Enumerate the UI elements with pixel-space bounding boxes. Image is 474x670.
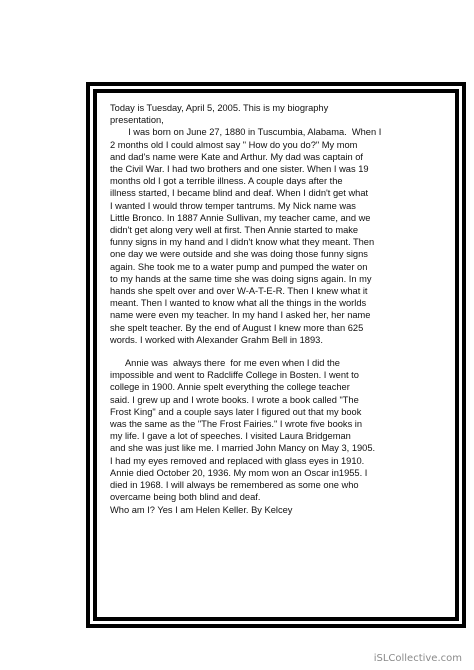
- text-line: hands she spelt over and over W-A-T-E-R. Then I knew what it: [110, 286, 368, 297]
- text-line: illness started, I became blind and deaf. When I didn't get what: [110, 188, 369, 199]
- text-line: the Civil War. I had two brothers and one sister. When I was 19: [110, 164, 369, 175]
- text-line: impossible and went to Radcliffe College in Bosten. I went to: [110, 370, 359, 381]
- text-line: Annie was always there for me even when I did the: [110, 358, 340, 369]
- text-line: Annie died October 20, 1936. My mom won an Oscar in1955. I: [110, 467, 368, 478]
- text-line: I had my eyes removed and replaced with glass eyes in 1910.: [110, 455, 365, 466]
- text-line: and dad's name were Kate and Arthur. My dad was captain of: [110, 151, 363, 162]
- biography-text: [110, 102, 440, 516]
- text-line: I was born on June 27, 1880 in Tuscumbia, Alabama. When I: [110, 127, 382, 138]
- text-line: and she was just like me. I married John Mancy on May 3, 1905.: [110, 443, 376, 454]
- text-line: college in 1900. Annie spelt everything the college teacher: [110, 382, 350, 393]
- text-line: said. I grew up and I wrote books. I wrote a book called "The: [110, 394, 359, 405]
- text-line: name were even my teacher. In my hand I asked her, her name: [110, 310, 371, 321]
- text-line: she spelt teacher. By the end of August I knew more than 625: [110, 322, 364, 333]
- document-frame: [86, 82, 466, 628]
- text-line: overcame being both blind and deaf.: [110, 492, 261, 503]
- text-line: one day we were outside and she was doing those funny signs: [110, 249, 368, 260]
- paragraph-1: [110, 102, 440, 346]
- text-line: months old I got a terrible illness. A couple days after the: [110, 176, 343, 187]
- text-line: again. She took me to a water pump and pumped the water on: [110, 261, 368, 272]
- text-line: my life. I gave a lot of speeches. I visited Laura Bridgeman: [110, 431, 351, 442]
- text-line: Today is Tuesday, April 5, 2005. This is my biography: [110, 103, 329, 113]
- text-line: was the same as the "The Frost Fairies." I wrote five books in: [110, 419, 363, 430]
- text-line: didn't get along very well at first. Then Annie started to make: [110, 225, 359, 236]
- text-line: Frost King" and a couple says later I figured out that my book: [110, 406, 362, 417]
- paragraph-2: [110, 357, 440, 516]
- paragraph-gap: [110, 346, 440, 357]
- text-line: I wanted I would throw temper tantrums. My Nick name was: [110, 200, 356, 211]
- text-line: Who am I? Yes I am Helen Keller. By Kelcey: [110, 504, 293, 515]
- document-page: [97, 93, 455, 617]
- watermark: iSLCollective.com: [373, 653, 462, 664]
- text-line: 2 months old I could almost say " How do you do?" My mom: [110, 139, 358, 150]
- text-line: funny signs in my hand and I didn't know what they meant. Then: [110, 237, 375, 248]
- text-line: died in 1968. I will always be remembered as some one who: [110, 480, 359, 491]
- text-line: meant. Then I wanted to know what all the things in the worlds: [110, 298, 367, 309]
- text-line: presentation,: [110, 115, 164, 126]
- text-line: words. I worked with Alexander Grahm Bell in 1893.: [110, 334, 323, 345]
- text-line: Little Bronco. In 1887 Annie Sullivan, my teacher came, and we: [110, 212, 371, 223]
- text-line: to my hands at the same time she was doing signs again. In my: [110, 273, 372, 284]
